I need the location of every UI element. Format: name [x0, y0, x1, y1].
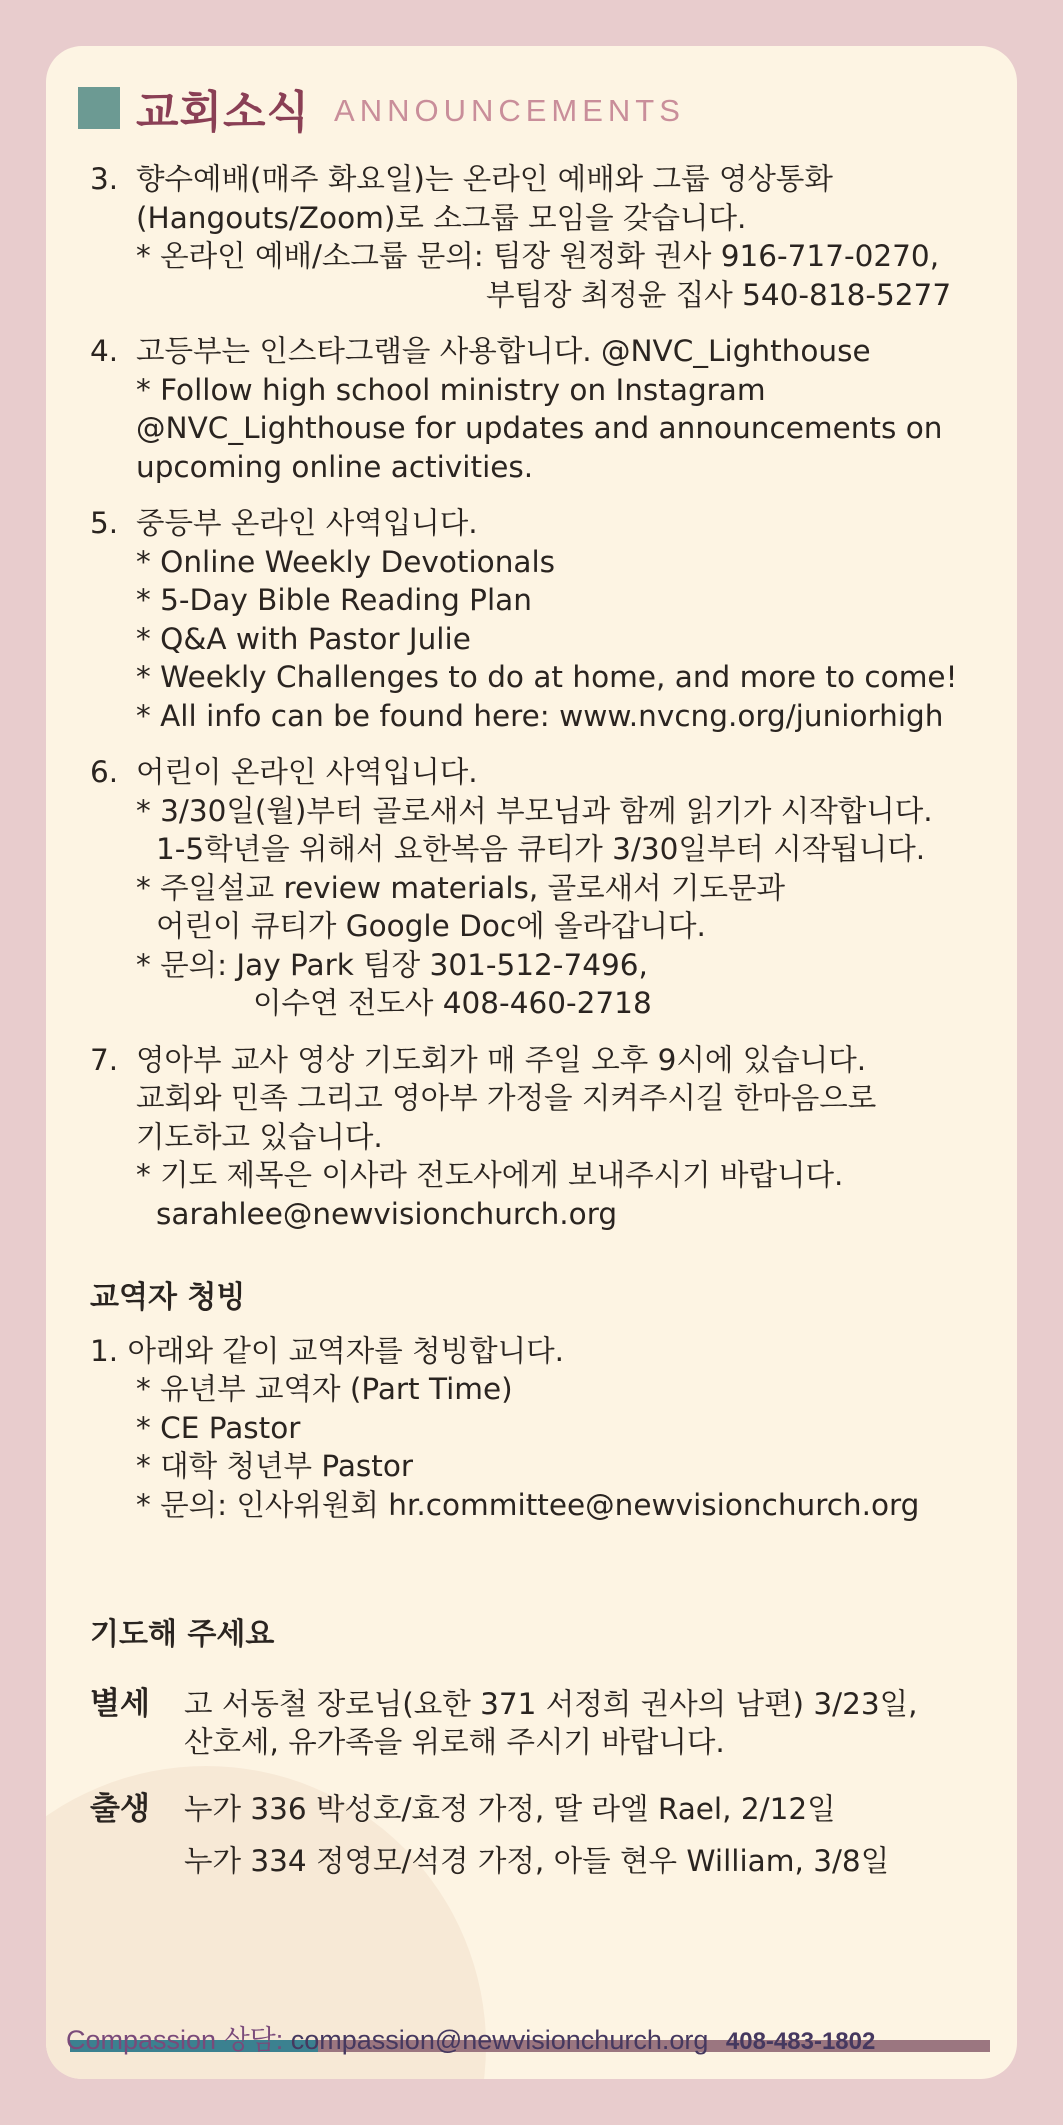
item-line: 교회와 민족 그리고 영아부 가정을 지켜주시길 한마음으로: [136, 1081, 877, 1115]
item-number: 5.: [90, 506, 119, 540]
announcements-body: [90, 160, 990, 1887]
item-line: 1-5학년을 위해서 요한복음 큐티가 3/30일부터 시작됩니다.: [156, 832, 926, 866]
item-line: upcoming online activities.: [136, 449, 534, 484]
prayer-line: 누가 336 박성호/효정 가정, 딸 라엘 Rael, 2/12일: [184, 1791, 836, 1826]
item-number: 3.: [90, 162, 119, 196]
item-line: 중등부 온라인 사역입니다.: [136, 506, 478, 540]
prayer-line: 누가 334 정영모/석경 가정, 아들 현우 William, 3/8일: [184, 1843, 890, 1878]
item-number: 4.: [90, 334, 119, 368]
recruit-line: * 유년부 교역자 (Part Time): [136, 1372, 513, 1406]
prayer-label: 출생: [90, 1790, 150, 1827]
announcement-item-7: [90, 1041, 990, 1234]
square-icon: [78, 87, 120, 129]
item-line: 기도하고 있습니다.: [136, 1119, 383, 1154]
item-line: * 문의: Jay Park 팀장 301-512-7496,: [136, 947, 648, 982]
item-line: 부팀장 최정윤 집사 540-818-5277: [486, 277, 952, 312]
item-line: (Hangouts/Zoom)로 소그룹 모임을 갖습니다.: [136, 200, 747, 235]
section-header: [78, 78, 685, 138]
header-title-korean: 교회소식: [136, 87, 311, 138]
item-line: 어린이 온라인 사역입니다.: [136, 755, 478, 789]
item-line: * Online Weekly Devotionals: [136, 544, 556, 579]
announcement-item-4: [90, 332, 990, 486]
item-line: * All info can be found here: www.nvcng.org/juniorhigh: [136, 698, 944, 733]
item-line: 향수예배(매주 화요일)는 온라인 예배와 그룹 영상통화: [136, 162, 833, 196]
item-line: @NVC_Lighthouse for updates and announcements on: [136, 411, 943, 445]
item-line: 어린이 큐티가 Google Doc에 올라갑니다.: [156, 909, 706, 943]
header-title-english: ANNOUNCEMENTS: [334, 93, 685, 128]
footer-label: Compassion 상담:: [66, 2025, 284, 2055]
recruit-line: * CE Pastor: [136, 1410, 301, 1445]
recruit-intro: 1. 아래와 같이 교역자를 청빙합니다.: [90, 1333, 564, 1368]
item-number: 7.: [90, 1042, 119, 1077]
footer-email-link[interactable]: compassion@newvisionchurch.org: [290, 2025, 709, 2055]
announcement-item-6: [90, 753, 990, 1023]
item-line: 이수연 전도사 408-460-2718: [253, 986, 652, 1020]
recruit-title: 교역자 청빙: [90, 1280, 246, 1315]
prayer-row-birth: [90, 1790, 990, 1887]
item-line: * Q&A with Pastor Julie: [136, 621, 471, 656]
prayer-title: 기도해 주세요: [90, 1617, 275, 1652]
prayer-line: 고 서동철 장로님(요한 371 서정희 권사의 남편) 3/23일,: [184, 1686, 918, 1721]
prayer-line: 산호세, 유가족을 위로해 주시기 바랍니다.: [184, 1725, 725, 1759]
item-line: * 기도 제목은 이사라 전도사에게 보내주시기 바랍니다.: [136, 1158, 844, 1192]
email-link[interactable]: sarahlee@newvisionchurch.org: [156, 1196, 618, 1231]
prayer-row-passing: [90, 1685, 990, 1762]
item-line: 영아부 교사 영상 기도회가 매 주일 오후 9시에 있습니다.: [136, 1042, 867, 1077]
announcement-item-3: [90, 160, 990, 314]
announcement-item-5: [90, 504, 990, 735]
item-line: * Weekly Challenges to do at home, and more to come!: [136, 660, 958, 694]
footer-phone: 408-483-1802: [725, 2028, 876, 2055]
prayer-label: 별세: [90, 1685, 150, 1722]
recruit-line: * 대학 청년부 Pastor: [136, 1449, 414, 1483]
item-line: 고등부는 인스타그램을 사용합니다. @NVC_Lighthouse: [136, 334, 871, 368]
item-line: * 온라인 예배/소그룹 문의: 팀장 원정화 권사 916-717-0270,: [136, 239, 940, 273]
footer-contact: [66, 2018, 875, 2057]
item-line: * 주일설교 review materials, 골로새서 기도문과: [136, 870, 786, 905]
item-line: * 3/30일(월)부터 골로새서 부모님과 함께 읽기가 시작합니다.: [136, 793, 933, 828]
recruit-list: [90, 1370, 990, 1524]
item-line: * Follow high school ministry on Instagram: [136, 372, 766, 407]
recruit-line: * 문의: 인사위원회 hr.committee@newvisionchurch.org: [136, 1487, 920, 1522]
item-number: 6.: [90, 755, 119, 789]
announcement-card: [46, 46, 1017, 2079]
item-line: * 5-Day Bible Reading Plan: [136, 583, 532, 617]
